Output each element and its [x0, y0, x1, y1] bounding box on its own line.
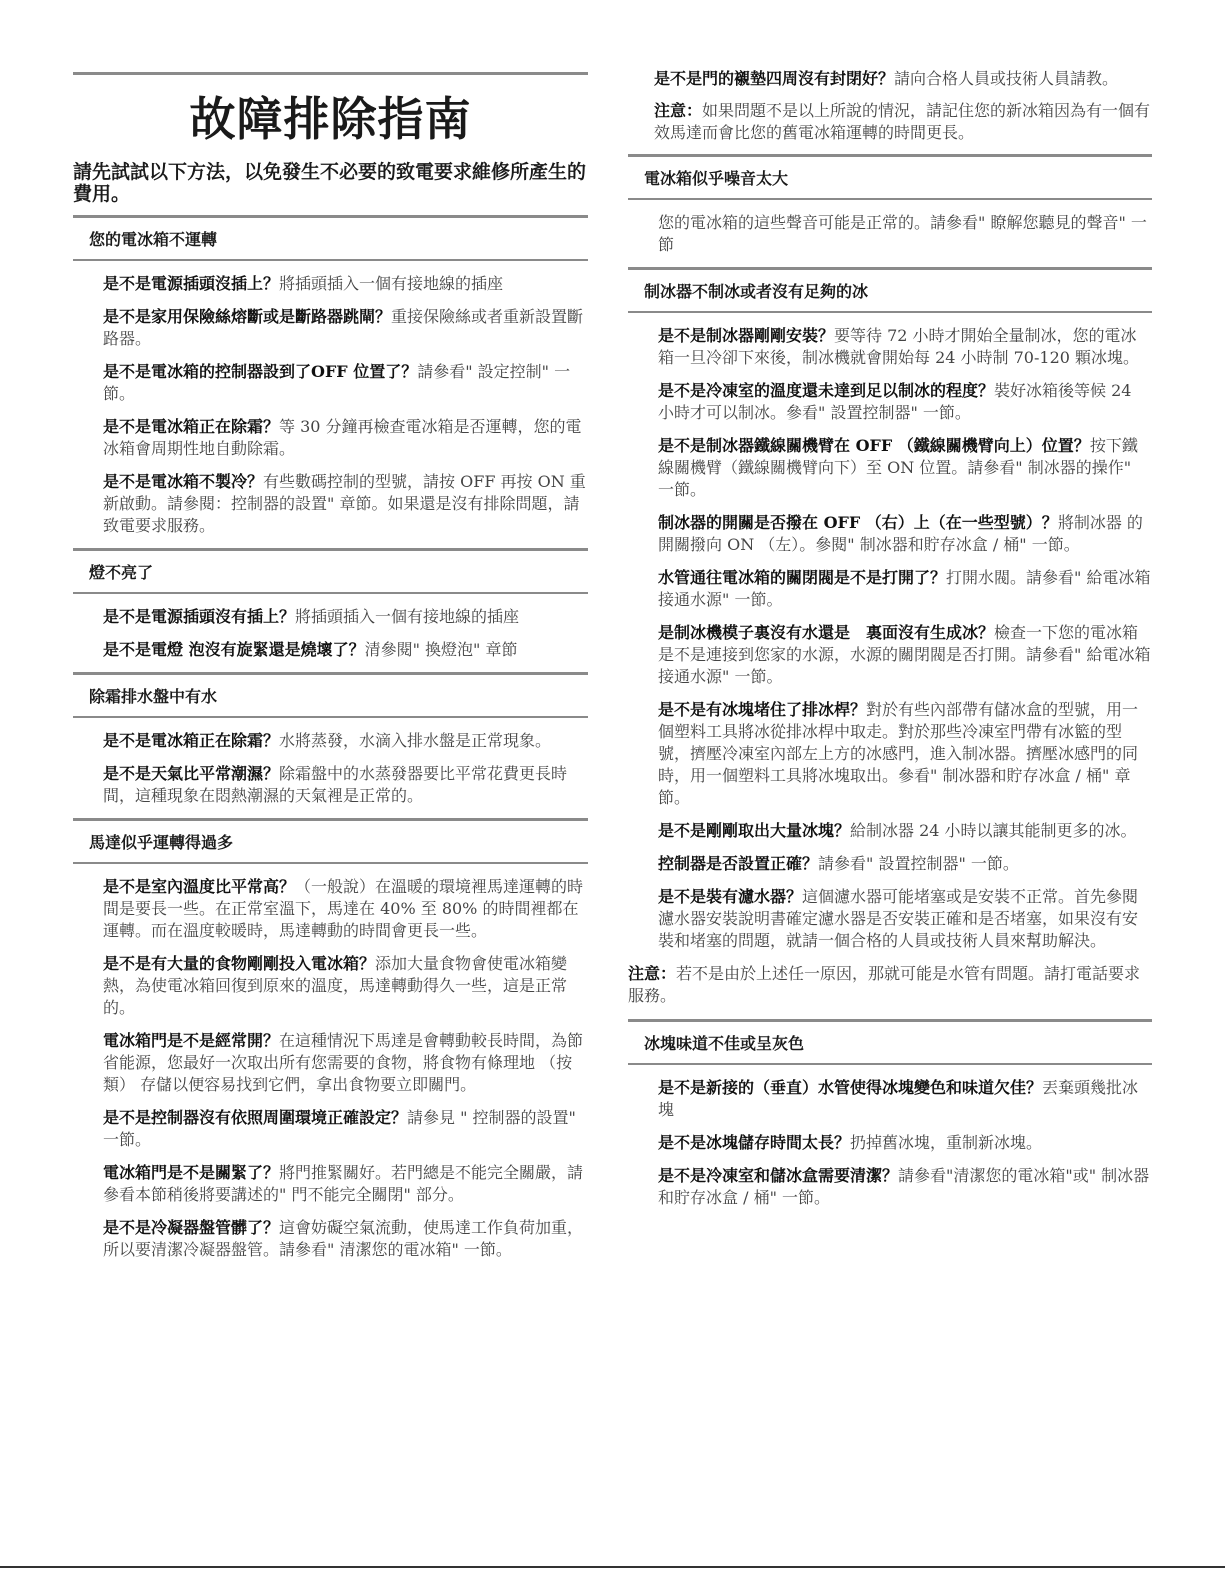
section-items	[73, 594, 588, 661]
troubleshooting-item	[658, 380, 1152, 424]
item-answer: 請參見 " 控制器的設置" 一節。	[103, 1108, 576, 1149]
item-answer: 在這種情況下馬達是會轉動較長時間，為節省能源，您最好一次取出所有您需要的食物，將食物有條理地 （按類） 存儲以便容易找到它們，拿出食物要立即關門。	[103, 1031, 584, 1094]
item-answer: 這個濾水器可能堵塞或是安裝不正常。首先參閱濾水器安裝說明書確定濾水器是否安裝正確和是否堵塞，如果沒有安裝和堵塞的問題，就請一個合格的人員或技術人員來幫助解決。	[658, 887, 1139, 950]
right-sections	[628, 154, 1152, 952]
section	[628, 267, 1152, 952]
title-rule	[73, 72, 588, 75]
troubleshooting-item	[103, 416, 588, 460]
item-answer: 要等待 72 小時才開始全量制冰，您的電冰箱一旦冷卻下來後，制冰機就會開始每 24 小時制 70-120 顆冰塊。	[658, 326, 1140, 367]
section	[628, 154, 1152, 256]
section	[73, 215, 588, 537]
item-answer: 您的電冰箱的這些聲音可能是正常的。請參看" 瞭解您聽見的聲音" 一節	[658, 213, 1147, 254]
intro-text: 請先試試以下方法，以免發生不必要的致電要求維修所產生的費用。	[73, 161, 587, 205]
item-question: 電冰箱門是不是經常開？	[103, 1031, 280, 1050]
troubleshooting-item	[658, 1077, 1152, 1121]
item-question: 是不是制冰器剛剛安裝？	[658, 326, 835, 345]
item-question: 是不是天氣比平常潮濕？	[103, 764, 280, 783]
section-heading: 馬達似乎運轉得過多	[73, 818, 588, 864]
troubleshooting-item	[654, 100, 1152, 144]
item-question: 是不是剛剛取出大量冰塊？	[658, 821, 851, 840]
item-answer: 清參閱" 換燈泡" 章節	[364, 640, 518, 659]
item-answer: 請參看"清潔您的電冰箱"或" 制冰器和貯存冰盒 / 桶" 一節。	[658, 1166, 1150, 1207]
troubleshooting-item	[654, 68, 1152, 90]
item-question: 是不是電源插頭沒插上？	[103, 274, 280, 293]
item-question: 是不是電冰箱的控制器設到了OFF 位置了？	[103, 362, 418, 381]
item-question: 是不是電冰箱不製冷？	[103, 472, 264, 491]
item-answer: 有些數碼控制的型號，請按 OFF 再按 ON 重新啟動。請參閱：控制器的設置" 章節。如果還是沒有排除問題，請致電要求服務。	[103, 472, 586, 535]
section-heading: 冰塊味道不佳或呈灰色	[628, 1019, 1152, 1065]
section	[628, 1019, 1152, 1209]
item-answer: 對於有些內部帶有儲冰盒的型號，用一個塑料工具將冰從排冰桿中取走。對於那些冷凍室門帶有冰籃的型號，擠壓冷凍室內部左上方的冰感門，進入制冰器。擠壓冰感門的同時，用一個塑料工具將冰塊取出。參看" 制冰器和貯存冰盒 / 桶" 章節。	[658, 700, 1139, 807]
section	[73, 818, 588, 1261]
troubleshooting-item	[658, 325, 1152, 369]
item-answer: 打開水閥。請參看" 給電冰箱接通水源" 一節。	[658, 568, 1151, 609]
section-heading: 您的電冰箱不運轉	[73, 215, 588, 261]
item-answer: 等 30 分鐘再檢查電冰箱是否運轉，您的電冰箱會周期性地自動除霜。	[103, 417, 582, 458]
troubleshooting-item	[103, 639, 588, 661]
item-question: 是不是電冰箱正在除霜？	[103, 731, 280, 750]
page-title: 故障排除指南	[189, 92, 472, 146]
item-question: 是不是家用保險絲熔斷或是斷路器跳閘？	[103, 307, 392, 326]
troubleshooting-item	[103, 730, 588, 752]
troubleshooting-item	[658, 512, 1152, 556]
right-note: 注意：若不是由於上述任一原因，那就可能是水管有問題。請打電話要求服務。	[628, 964, 1141, 1005]
item-answer: （一般說）在溫暖的環境裡馬達運轉的時間是要長一些。在正常室溫下，馬達在 40% 至 80% 的時間裡都在運轉。而在溫度較暖時，馬達轉動的時間會更長一些。	[103, 877, 584, 940]
item-question: 是不是冰塊儲存時間太長？	[658, 1133, 851, 1152]
section-heading: 電冰箱似乎噪音太大	[628, 154, 1152, 200]
item-answer: 重接保險絲或者重新設置斷路器。	[103, 307, 584, 348]
item-question: 是不是電冰箱正在除霜？	[103, 417, 280, 436]
item-answer: 請向合格人員或技術人員請教。	[894, 69, 1119, 88]
section	[73, 672, 588, 807]
item-answer: 請參看" 設定控制" 一節。	[103, 362, 571, 403]
troubleshooting-item	[103, 361, 588, 405]
troubleshooting-item	[103, 1030, 588, 1096]
item-answer: 水將蒸發，水滴入排水盤是正常現象。	[279, 731, 552, 750]
troubleshooting-item	[103, 1162, 588, 1206]
item-question: 是不是室內溫度比平常高？	[103, 877, 296, 896]
troubleshooting-item	[658, 212, 1152, 256]
item-answer: 將制冰器 的開關撥向 ON （左）。參閱" 制冰器和貯存冰盒 / 桶" 一節。	[658, 513, 1143, 554]
section-items	[73, 261, 588, 537]
item-question: 是不是電燈 泡沒有旋緊還是燒壞了？	[103, 640, 365, 659]
item-question: 控制器是否設置正確？	[658, 854, 819, 873]
item-answer: 裝好冰箱後等候 24 小時才可以制冰。參看" 設置控制器" 一節。	[658, 381, 1132, 422]
item-answer: 如果問題不是以上所說的情況，請記住您的新冰箱因為有一個有效馬達而會比您的舊電冰箱運轉的時間更長。	[654, 101, 1151, 142]
troubleshooting-item	[658, 622, 1152, 688]
section-items	[628, 200, 1152, 256]
right-column	[628, 0, 1152, 1220]
item-question: 是不是電源插頭沒有插上？	[103, 607, 296, 626]
item-question: 是不是新接的（垂直）水管使得冰塊變色和味道欠佳？	[658, 1078, 1043, 1097]
troubleshooting-item	[658, 1165, 1152, 1209]
item-question: 是不是冷凝器盤管髒了？	[103, 1218, 280, 1237]
section-heading: 制冰器不制冰或者沒有足夠的冰	[628, 267, 1152, 313]
section-items	[73, 718, 588, 807]
item-answer: 除霜盤中的水蒸發器要比平常花費更長時間，這種現象在悶熱潮濕的天氣裡是正常的。	[103, 764, 568, 805]
item-answer: 給制冰器 24 小時以讓其能制更多的冰。	[850, 821, 1137, 840]
troubleshooting-item	[103, 953, 588, 1019]
troubleshooting-item	[658, 853, 1152, 875]
item-question: 是不是有冰塊堵住了排冰桿？	[658, 700, 867, 719]
troubleshooting-item	[658, 820, 1152, 842]
item-question: 水管通往電冰箱的關閉閥是不是打開了？	[658, 568, 947, 587]
item-question: 是制冰機模子裏沒有水還是 裏面沒有生成冰？	[658, 623, 995, 642]
troubleshooting-item	[103, 606, 588, 628]
troubleshooting-item	[103, 763, 588, 807]
section-items	[628, 313, 1152, 952]
right-last-section	[628, 1019, 1152, 1209]
left-sections	[73, 215, 588, 1261]
section-items	[73, 864, 588, 1261]
item-answer: 將插頭插入一個有接地線的插座	[295, 607, 520, 626]
troubleshooting-item	[103, 876, 588, 942]
item-question: 是不是冷凍室和儲冰盒需要清潔？	[658, 1166, 899, 1185]
item-answer: 丟棄頭幾批冰塊	[658, 1078, 1139, 1119]
troubleshooting-item	[103, 273, 588, 295]
troubleshooting-item	[103, 1107, 588, 1151]
item-answer: 添加大量食物會使電冰箱變熱，為使電冰箱回復到原來的溫度，馬達轉動得久一些，這是正常的。	[103, 954, 568, 1017]
section	[73, 548, 588, 661]
item-question: 是不是門的襯墊四周沒有封閉好？	[654, 69, 895, 88]
section-items	[628, 1065, 1152, 1209]
item-answer: 檢查一下您的電冰箱是不是連接到您家的水源，水源的關閉閥是否打開。請參看" 給電冰箱接通水源" 一節。	[658, 623, 1151, 686]
item-answer: 這會妨礙空氣流動，使馬達工作負荷加重，所以要清潔冷凝器盤管。請參看" 清潔您的電冰箱" 一節。	[103, 1218, 584, 1259]
troubleshooting-item	[103, 306, 588, 350]
item-question: 是不是控制器沒有依照周圍環境正確設定？	[103, 1108, 408, 1127]
item-question: 注意：	[654, 101, 703, 120]
left-column	[73, 0, 588, 1272]
troubleshooting-item	[658, 1132, 1152, 1154]
section-heading: 除霜排水盤中有水	[73, 672, 588, 718]
item-question: 是不是裝有濾水器？	[658, 887, 803, 906]
item-question: 電冰箱門是不是關緊了？	[103, 1163, 280, 1182]
troubleshooting-item	[103, 1217, 588, 1261]
item-question: 制冰器的開關是否撥在 OFF （右）上（在一些型號）？	[658, 513, 1058, 532]
item-question: 是不是冷凍室的溫度還未達到足以制冰的程度？	[658, 381, 995, 400]
right-top-items	[628, 68, 1152, 144]
footer-rule	[0, 1566, 1225, 1568]
item-answer: 將插頭插入一個有接地線的插座	[279, 274, 504, 293]
troubleshooting-item	[658, 886, 1152, 952]
troubleshooting-item	[103, 471, 588, 537]
item-answer: 按下鐵線關機臂（鐵線關機臂向下）至 ON 位置。請參看" 制冰器的操作" 一節。	[658, 436, 1138, 499]
item-question: 是不是制冰器鐵線關機臂在 OFF （鐵線關機臂向上）位置？	[658, 436, 1090, 455]
section-heading: 燈不亮了	[73, 548, 588, 594]
item-answer: 扔掉舊冰塊，重制新冰塊。	[850, 1133, 1043, 1152]
troubleshooting-item	[658, 435, 1152, 501]
item-answer: 請參看" 設置控制器" 一節。	[818, 854, 1019, 873]
item-question: 是不是有大量的食物剛剛投入電冰箱？	[103, 954, 376, 973]
troubleshooting-item	[658, 567, 1152, 611]
item-answer: 將門推緊關好。若門總是不能完全關嚴，請參看本節稍後將要講述的" 門不能完全關閉" 部分。	[103, 1163, 584, 1204]
troubleshooting-item	[658, 699, 1152, 809]
